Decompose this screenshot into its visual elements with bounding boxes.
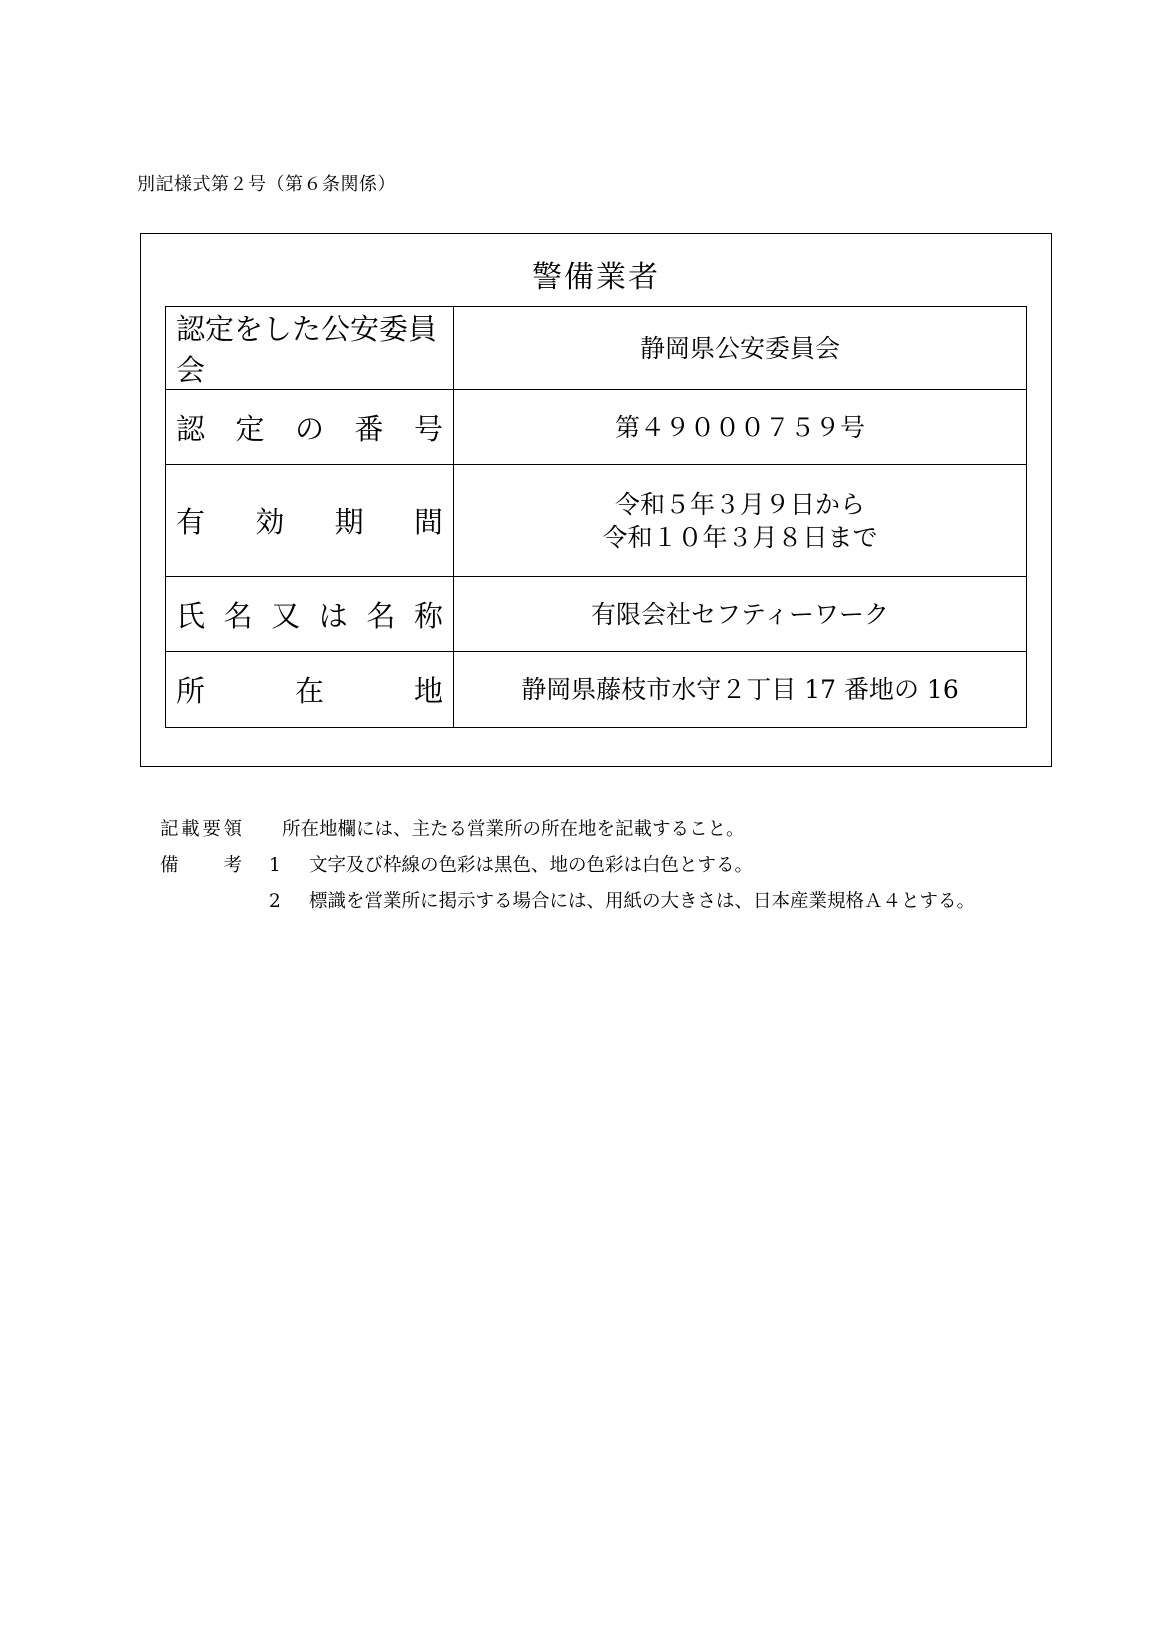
- value-text: 第４９０００７５９号: [614, 412, 865, 442]
- label-char: 地: [413, 674, 443, 708]
- value-address: [454, 652, 1027, 728]
- label-char: 期: [334, 505, 364, 539]
- label-address: [166, 652, 454, 728]
- table-row-commission: [166, 307, 1027, 390]
- heading-char: 備: [160, 855, 179, 876]
- label-char: 効: [255, 505, 285, 539]
- remark-text: 標識を営業所に掲示する場合には、用紙の大きさは、日本産業規格Ａ４とする。: [309, 891, 976, 912]
- value-validity: [454, 465, 1027, 577]
- label-char: 間: [413, 505, 443, 539]
- value-text: 静岡県公安委員会: [639, 333, 840, 363]
- label-char: 氏: [176, 598, 206, 633]
- heading-char: 記: [160, 819, 179, 840]
- remark-number: 1: [269, 855, 281, 876]
- table-row-name: [166, 577, 1027, 652]
- sign-title: 警備業者: [532, 260, 660, 295]
- value-end-date: 令和１０年３月８日まで: [602, 522, 878, 552]
- label-char: は: [318, 598, 348, 633]
- instructions-heading: [160, 812, 242, 848]
- label-char: の: [294, 411, 324, 446]
- instructions-row: [160, 812, 975, 848]
- label-char: 認: [176, 411, 206, 446]
- label-name: [166, 577, 454, 652]
- notes-section: [160, 812, 975, 920]
- label-text: 認定をした公安委員会: [176, 312, 438, 387]
- value-text: 静岡県藤枝市水守２丁目 17 番地の 16: [521, 675, 959, 704]
- table-row-validity: [166, 465, 1027, 577]
- label-char: 名: [223, 598, 253, 633]
- label-char: 又: [271, 598, 301, 633]
- label-char: 号: [413, 411, 443, 446]
- value-text: 有限会社セフティーワーク: [590, 599, 889, 629]
- label-char: 称: [413, 598, 443, 633]
- instructions-text: 所在地欄には、主たる営業所の所在地を記載すること。: [282, 819, 745, 840]
- form-number-label: 別記様式第２号（第６条関係）: [137, 174, 396, 195]
- value-commission: [454, 307, 1027, 390]
- remarks-row-1: [160, 848, 975, 884]
- label-char: 定: [235, 411, 265, 446]
- value-cert-number: [454, 390, 1027, 465]
- value-start-date: 令和５年３月９日から: [614, 489, 865, 519]
- label-cert-number: [166, 390, 454, 465]
- heading-char: 領: [223, 819, 242, 840]
- label-char: 名: [366, 598, 396, 633]
- heading-char: 考: [223, 855, 242, 876]
- label-commission: [166, 307, 454, 390]
- label-char: 番: [354, 411, 384, 446]
- heading-char: 載: [181, 819, 200, 840]
- table-row-cert-number: [166, 390, 1027, 465]
- remark-text: 文字及び枠線の色彩は黒色、地の色彩は白色とする。: [309, 855, 754, 876]
- label-char: 所: [176, 674, 206, 708]
- value-name: [454, 577, 1027, 652]
- heading-char: 要: [202, 819, 221, 840]
- label-char: 在: [294, 674, 324, 708]
- remark-number: 2: [269, 891, 281, 912]
- security-business-sign: [140, 233, 1052, 767]
- remarks-heading: [160, 848, 242, 884]
- sign-info-table: [165, 306, 1027, 728]
- remarks-row-2: [160, 884, 975, 920]
- label-validity: [166, 465, 454, 577]
- label-char: 有: [176, 505, 206, 539]
- table-row-address: [166, 652, 1027, 728]
